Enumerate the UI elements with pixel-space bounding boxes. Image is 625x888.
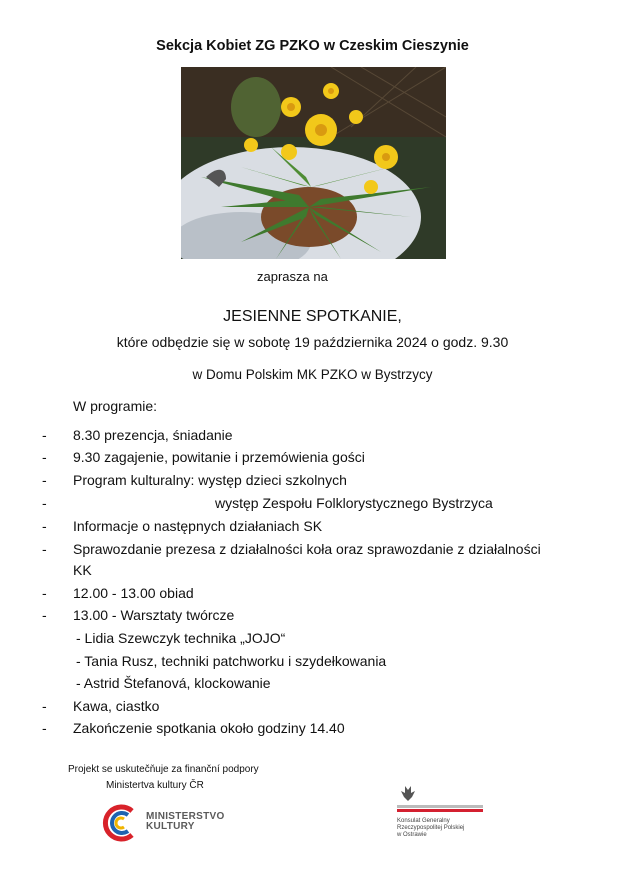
list-item: KK	[73, 562, 92, 578]
list-item-dash: -	[42, 449, 47, 465]
funding-ministry: Ministertva kultury ČR	[106, 780, 204, 791]
program-heading: W programie:	[73, 398, 158, 414]
ministry-logo-text: MINISTERSTVO KULTURY	[146, 811, 225, 832]
flower-photo	[181, 67, 446, 259]
list-item-dash: -	[42, 585, 47, 601]
list-item-dash: -	[42, 495, 47, 511]
list-item: - Lidia Szewczyk technika „JOJO“	[76, 630, 286, 646]
list-item: - Astrid Štefanová, klockowanie	[76, 675, 271, 691]
list-item: Program kulturalny: występ dzieci szkolnych	[73, 472, 347, 488]
list-item-dash: -	[42, 518, 47, 534]
list-item: Zakończenie spotkania około godziny 14.40	[73, 720, 345, 736]
list-item: Kawa, ciastko	[73, 698, 160, 714]
event-name: JESIENNE SPOTKANIE,	[223, 308, 402, 325]
event-location: w Domu Polskim MK PZKO w Bystrzycy	[192, 367, 433, 382]
list-item: 13.00 - Warsztaty twórcze	[73, 607, 235, 623]
consulate-text: Konsulat Generalny Rzeczypospolitej Polskiej w Ostrawie	[397, 818, 465, 838]
ministry-logo-icon	[100, 803, 144, 843]
list-item: - Tania Rusz, techniki patchworku i szydełkowania	[76, 653, 387, 669]
list-item-dash: -	[42, 472, 47, 488]
list-item: 12.00 - 13.00 obiad	[73, 585, 194, 601]
list-item: występ Zespołu Folklorystycznego Bystrzyca	[215, 495, 493, 511]
funding-note: Projekt se uskutečňuje za finanční podpory	[68, 764, 259, 775]
list-item: Informacje o następnych działaniach SK	[73, 518, 323, 534]
consulate-logo	[395, 783, 485, 822]
invite-text: zaprasza na	[257, 269, 328, 284]
list-item-dash: -	[42, 541, 47, 557]
list-item-dash: -	[42, 720, 47, 736]
list-item-dash: -	[42, 607, 47, 623]
list-item-dash: -	[42, 698, 47, 714]
eagle-emblem-icon	[395, 783, 485, 817]
event-date: które odbędzie się w sobotę 19 października 2024 o godz. 9.30	[116, 334, 509, 350]
list-item: 9.30 zagajenie, powitanie i przemówienia gości	[73, 449, 365, 465]
list-item: 8.30 prezencja, śniadanie	[73, 427, 233, 443]
list-item-dash: -	[42, 427, 47, 443]
list-item: Sprawozdanie prezesa z działalności koła oraz sprawozdanie z działalności	[73, 541, 541, 557]
page-title: Sekcja Kobiet ZG PZKO w Czeskim Cieszynie	[156, 38, 469, 54]
